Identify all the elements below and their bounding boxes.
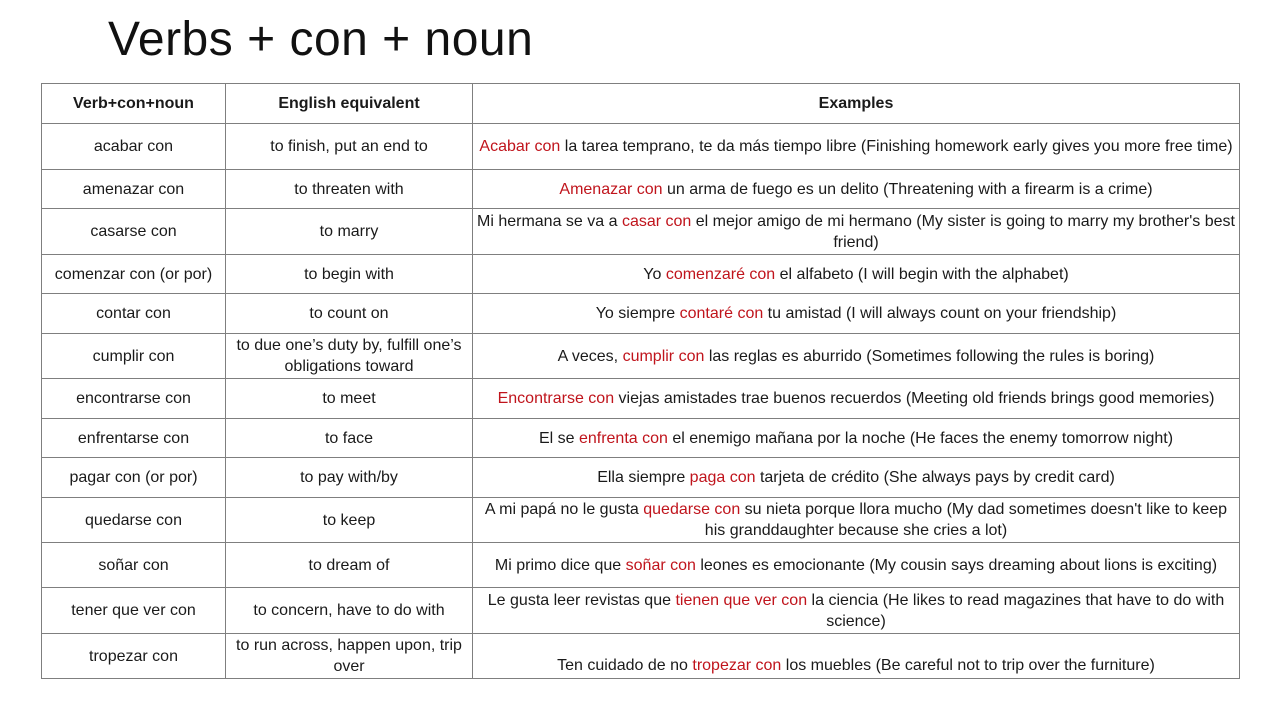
example-cell <box>473 634 1240 679</box>
example-text: la tarea temprano, te da más tiempo libre (Finishing homework early gives you more free time) <box>560 138 1233 155</box>
example-text: Ella siempre <box>597 469 690 486</box>
page-title: Verbs + con + noun <box>108 13 534 66</box>
table-row <box>42 634 1240 679</box>
example-text: su nieta porque llora mucho (My dad sometimes doesn't like to keep his granddaughter because she cries a lot) <box>704 501 1228 539</box>
verb-cell: acabar con <box>42 124 226 170</box>
example-text: Mi primo dice que <box>494 556 626 574</box>
highlighted-phrase: comenzaré con <box>665 265 776 283</box>
verb-cell: comenzar con (or por) <box>42 255 226 294</box>
highlighted-phrase: casar con <box>621 212 692 230</box>
verb-cell: soñar con <box>42 543 226 588</box>
table-row <box>42 209 1240 255</box>
english-cell: to concern, have to do with <box>226 588 473 634</box>
verb-cell: tener que ver con <box>42 588 226 634</box>
example-cell <box>473 209 1240 255</box>
example-cell <box>473 334 1240 379</box>
example-cell <box>473 588 1240 634</box>
highlighted-phrase: enfrenta con <box>578 429 668 447</box>
example-text: leones es emocionante (My cousin says dreaming about lions is exciting) <box>695 556 1218 574</box>
example-text: tarjeta de crédito (She always pays by credit card) <box>755 469 1115 486</box>
english-cell: to pay with/by <box>226 458 473 498</box>
table-row <box>42 543 1240 588</box>
english-cell: to finish, put an end to <box>226 124 473 170</box>
header-verb: Verb+con+noun <box>42 84 226 124</box>
table-row <box>42 170 1240 209</box>
highlighted-phrase: paga con <box>689 469 756 486</box>
english-cell: to due one’s duty by, fulfill one’s obligations toward <box>226 334 473 379</box>
example-cell <box>473 255 1240 294</box>
example-text: A veces, <box>557 347 623 365</box>
english-cell: to keep <box>226 498 473 543</box>
table-row <box>42 458 1240 498</box>
highlighted-phrase: soñar con <box>625 556 696 574</box>
example-text: los muebles (Be careful not to trip over the furniture) <box>781 657 1155 674</box>
verb-cell: contar con <box>42 294 226 334</box>
example-text: tu amistad (I will always count on your friendship) <box>763 305 1117 322</box>
example-text: Ten cuidado de no <box>557 657 693 674</box>
verb-cell: casarse con <box>42 209 226 255</box>
example-cell <box>473 294 1240 334</box>
table-row <box>42 379 1240 419</box>
verb-cell: encontrarse con <box>42 379 226 419</box>
example-text: Mi hermana se va a <box>476 212 622 230</box>
header-english: English equivalent <box>226 84 473 124</box>
english-cell: to face <box>226 419 473 458</box>
table-row <box>42 255 1240 294</box>
highlighted-phrase: Encontrarse con <box>497 390 615 407</box>
highlighted-phrase: quedarse con <box>643 501 741 518</box>
example-text: un arma de fuego es un delito (Threatening with a firearm is a crime) <box>662 180 1153 198</box>
table-row <box>42 334 1240 379</box>
english-cell: to threaten with <box>226 170 473 209</box>
example-text: El se <box>538 429 579 447</box>
verbs-table <box>41 83 1240 679</box>
example-text: el mejor amigo de mi hermano (My sister is going to marry my brother's best friend) <box>691 212 1235 251</box>
table-header-row <box>42 84 1240 124</box>
highlighted-phrase: cumplir con <box>622 347 705 365</box>
table-row <box>42 588 1240 634</box>
example-text: A mi papá no le gusta <box>484 501 644 518</box>
english-cell: to run across, happen upon, trip over <box>226 634 473 679</box>
verb-cell: tropezar con <box>42 634 226 679</box>
example-text: viejas amistades trae buenos recuerdos (Meeting old friends brings good memories) <box>614 390 1215 407</box>
table-row <box>42 498 1240 543</box>
table-row <box>42 294 1240 334</box>
example-text: Yo siempre <box>595 305 680 322</box>
example-cell <box>473 124 1240 170</box>
example-cell <box>473 498 1240 543</box>
english-cell: to dream of <box>226 543 473 588</box>
example-cell <box>473 170 1240 209</box>
example-text: el alfabeto (I will begin with the alphabet) <box>775 265 1069 283</box>
example-cell <box>473 458 1240 498</box>
example-text: Yo <box>643 265 666 283</box>
example-cell <box>473 543 1240 588</box>
highlighted-phrase: contaré con <box>679 305 764 322</box>
table-row <box>42 124 1240 170</box>
header-examples: Examples <box>473 84 1240 124</box>
example-text: la ciencia (He likes to read magazines that have to do with science) <box>807 591 1225 630</box>
verb-cell: cumplir con <box>42 334 226 379</box>
verb-cell: quedarse con <box>42 498 226 543</box>
example-cell <box>473 379 1240 419</box>
english-cell: to marry <box>226 209 473 255</box>
verb-cell: pagar con (or por) <box>42 458 226 498</box>
example-text: las reglas es aburrido (Sometimes following the rules is boring) <box>704 347 1155 365</box>
highlighted-phrase: Amenazar con <box>559 180 663 198</box>
example-cell <box>473 419 1240 458</box>
example-text: Le gusta leer revistas que <box>487 591 676 609</box>
highlighted-phrase: tienen que ver con <box>675 591 808 609</box>
highlighted-phrase: tropezar con <box>692 657 782 674</box>
english-cell: to meet <box>226 379 473 419</box>
example-text: el enemigo mañana por la noche (He faces the enemy tomorrow night) <box>667 429 1174 447</box>
verb-cell: enfrentarse con <box>42 419 226 458</box>
english-cell: to begin with <box>226 255 473 294</box>
table-row <box>42 419 1240 458</box>
verb-cell: amenazar con <box>42 170 226 209</box>
english-cell: to count on <box>226 294 473 334</box>
highlighted-phrase: Acabar con <box>479 138 561 155</box>
